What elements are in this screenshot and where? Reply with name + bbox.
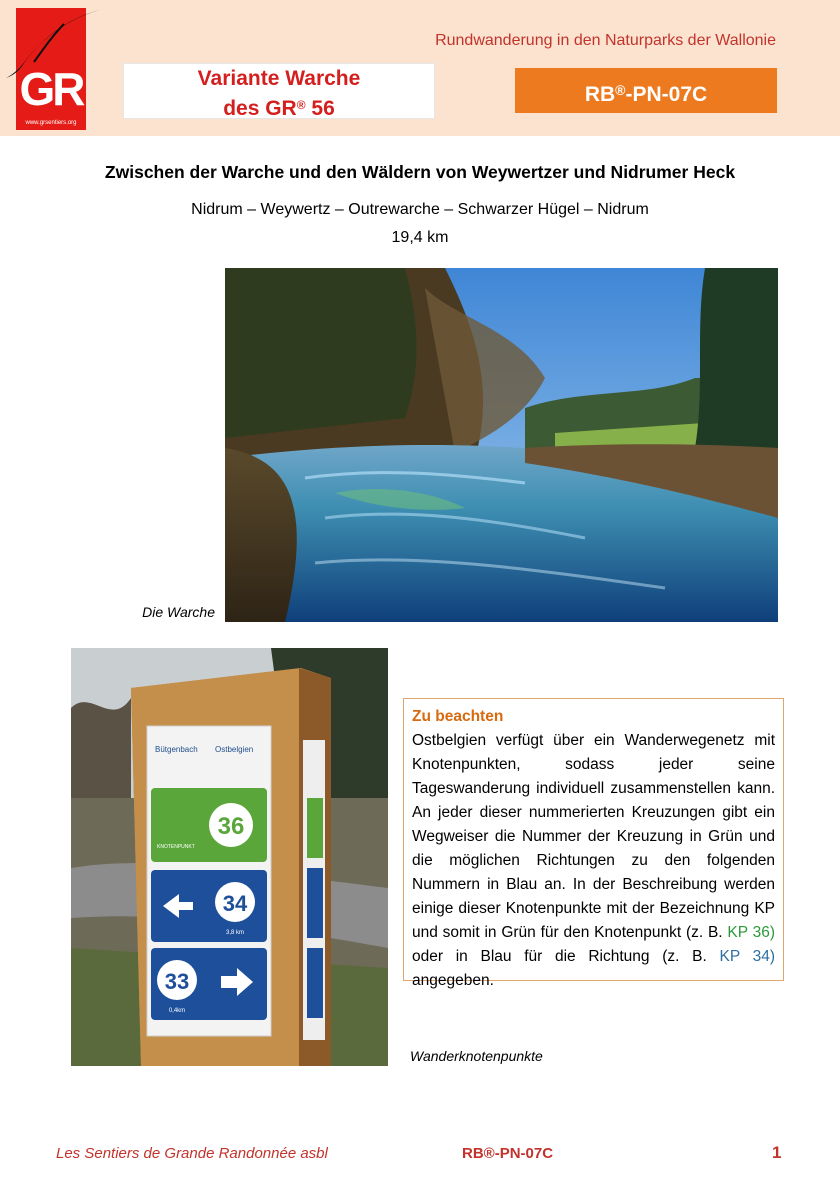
- sign-brand: Ostbelgien: [215, 745, 254, 754]
- sign-node-label: KNOTENPUNKT: [157, 844, 195, 850]
- kp-blue-example: KP 34): [719, 948, 775, 965]
- variant-line-2: des GR® 56: [223, 97, 335, 120]
- note-box: [403, 698, 784, 989]
- variant-line-1: Variante Warche: [197, 67, 361, 90]
- sign-right-node: 33: [164, 969, 190, 994]
- sign-node-number: 36: [217, 813, 245, 840]
- sign-left-distance: 3,8 km: [225, 930, 245, 936]
- waymarker-photo-caption: Wanderknotenpunkte: [410, 1048, 543, 1064]
- route-stops: Nidrum – Weywertz – Outrewarche – Schwarzer Hügel – Nidrum: [191, 201, 649, 218]
- route-code-box: RB®-PN-07C: [515, 68, 777, 113]
- footer-organization: Les Sentiers de Grande Randonnée asbl: [56, 1145, 328, 1162]
- page-number: 1: [772, 1143, 782, 1162]
- river-photo: [225, 268, 778, 622]
- river-photo-caption: Die Warche: [142, 604, 215, 620]
- sign-left-node: 34: [222, 891, 248, 916]
- sign-place: Bütgenbach: [155, 745, 198, 754]
- variant-box: [123, 63, 435, 119]
- route-distance: 19,4 km: [391, 229, 449, 246]
- logo-text: GR: [19, 63, 83, 115]
- kp-green-example: KP 36): [727, 924, 775, 941]
- logo-url: www.grsentiers.org: [25, 120, 77, 126]
- gr-logo: [16, 8, 86, 130]
- waymarker-photo: [71, 648, 388, 1066]
- sign-right-distance: 0,4km: [168, 1008, 186, 1014]
- region-title: Rundwanderung in den Naturparks der Wallonie: [435, 32, 776, 49]
- note-body: Ostbelgien verfügt über ein Wanderwegenetz mit Knotenpunkten, sodass jeder seine Tageswanderung individuell zusammenstellen kann. An jeder dieser nummerierten Kreuzungen gibt ein Wegweiser die Nummer der Kreuzung in Grün und die möglichen Richtungen zu den folgenden Nummern in Blau an. In der Beschreibung werden einige dieser Knotenpunkte mit der Bezeichnung KP und somit in Grün für den Knotenpunkt (z. B. KP 36) oder in Blau für die Richtung (z. B. KP 34) angegeben.: [412, 732, 775, 989]
- note-title: Zu beachten: [412, 708, 504, 725]
- footer-route-code: RB®-PN-07C: [462, 1145, 554, 1162]
- page-title: Zwischen der Warche und den Wäldern von Weywertzer und Nidrumer Heck: [104, 162, 736, 182]
